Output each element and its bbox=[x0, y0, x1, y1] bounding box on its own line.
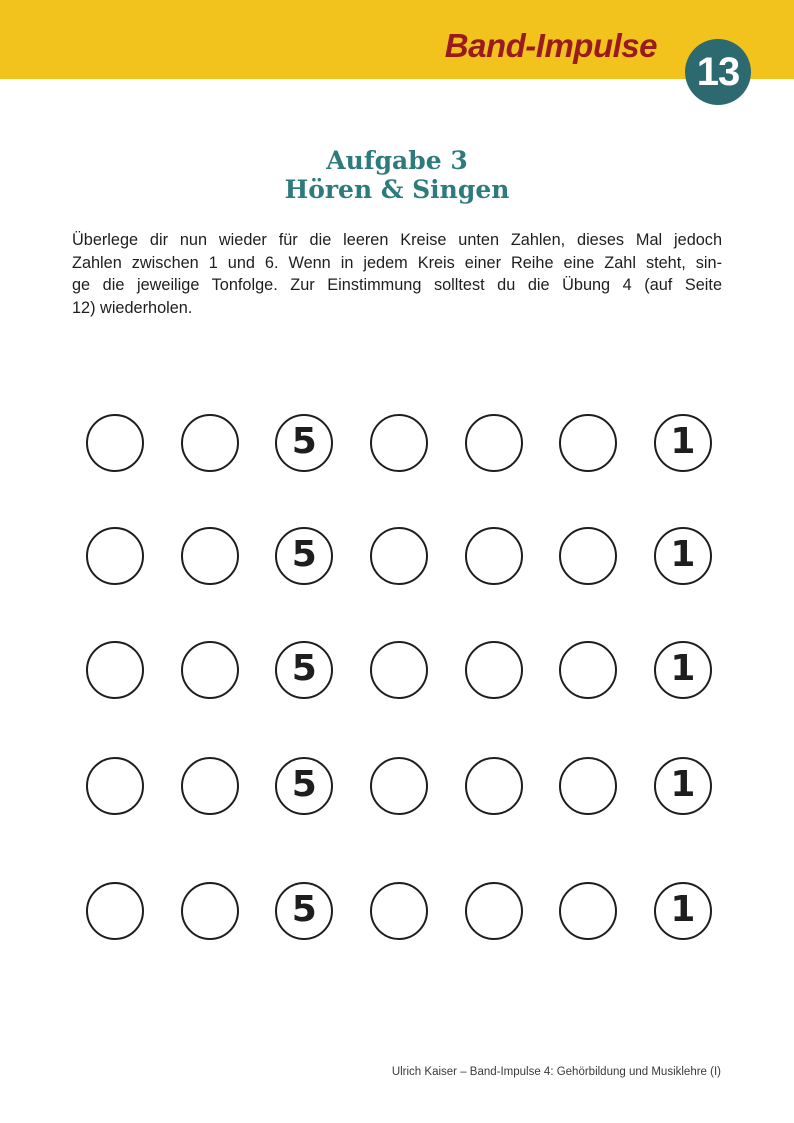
exercise-title bbox=[0, 146, 794, 204]
circle-empty bbox=[465, 641, 523, 699]
header-bar bbox=[0, 0, 794, 79]
brand-title: Band-Impulse bbox=[444, 27, 657, 64]
circle-row bbox=[86, 757, 712, 815]
circle-empty bbox=[86, 414, 144, 472]
circle-empty bbox=[559, 757, 617, 815]
circle-row bbox=[86, 882, 712, 940]
circle-empty bbox=[86, 641, 144, 699]
circle-number: 5 bbox=[291, 421, 317, 462]
circle-empty bbox=[465, 414, 523, 472]
circle-empty bbox=[86, 882, 144, 940]
circle-row bbox=[86, 527, 712, 585]
instructions-paragraph bbox=[72, 229, 722, 319]
circle-row bbox=[86, 641, 712, 699]
circle-empty bbox=[465, 527, 523, 585]
circle-number: 1 bbox=[670, 889, 696, 930]
instructions-line: ge die jeweilige Tonfolge. Zur Einstimmung solltest du die Übung 4 (auf Seite bbox=[72, 276, 722, 295]
circle-empty bbox=[465, 757, 523, 815]
exercise-title-line2: Hören & Singen bbox=[284, 175, 510, 204]
circle-empty bbox=[370, 882, 428, 940]
circle-numbered bbox=[654, 414, 712, 472]
instructions-line: Zahlen zwischen 1 und 6. Wenn in jedem Kreis einer Reihe eine Zahl steht, sin- bbox=[72, 253, 722, 272]
circle-number: 1 bbox=[670, 764, 696, 805]
circle-numbered bbox=[275, 527, 333, 585]
circle-empty bbox=[559, 641, 617, 699]
circle-number: 5 bbox=[291, 648, 317, 689]
circle-empty bbox=[181, 882, 239, 940]
page-number-badge bbox=[685, 39, 751, 105]
circle-numbered bbox=[275, 882, 333, 940]
circle-empty bbox=[86, 527, 144, 585]
circle-empty bbox=[370, 414, 428, 472]
circle-empty bbox=[181, 757, 239, 815]
circle-numbered bbox=[275, 641, 333, 699]
circle-empty bbox=[370, 641, 428, 699]
footer-credit: Ulrich Kaiser – Band-Impulse 4: Gehörbildung und Musiklehre (I) bbox=[391, 1066, 721, 1078]
circle-row bbox=[86, 414, 712, 472]
circle-numbered bbox=[275, 757, 333, 815]
circle-number: 5 bbox=[291, 889, 317, 930]
instructions-line: Überlege dir nun wieder für die leeren Kreise unten Zahlen, dieses Mal jedoch bbox=[72, 231, 722, 249]
circle-number: 1 bbox=[670, 534, 696, 575]
circle-number: 1 bbox=[670, 421, 696, 462]
instructions-line: 12) wiederholen. bbox=[72, 298, 193, 317]
page-number: 13 bbox=[696, 49, 740, 94]
circle-number: 5 bbox=[291, 534, 317, 575]
circle-empty bbox=[370, 757, 428, 815]
circle-number: 5 bbox=[291, 764, 317, 805]
circle-empty bbox=[181, 414, 239, 472]
circle-empty bbox=[181, 527, 239, 585]
exercise-title-line1: Aufgabe 3 bbox=[326, 146, 468, 175]
circle-numbered bbox=[654, 757, 712, 815]
circle-numbered bbox=[275, 414, 333, 472]
circle-number: 1 bbox=[670, 648, 696, 689]
circle-numbered bbox=[654, 641, 712, 699]
circle-numbered bbox=[654, 527, 712, 585]
circle-empty bbox=[370, 527, 428, 585]
circle-empty bbox=[559, 527, 617, 585]
circle-empty bbox=[181, 641, 239, 699]
circle-empty bbox=[559, 414, 617, 472]
circle-empty bbox=[465, 882, 523, 940]
circle-empty bbox=[86, 757, 144, 815]
circle-numbered bbox=[654, 882, 712, 940]
circle-empty bbox=[559, 882, 617, 940]
